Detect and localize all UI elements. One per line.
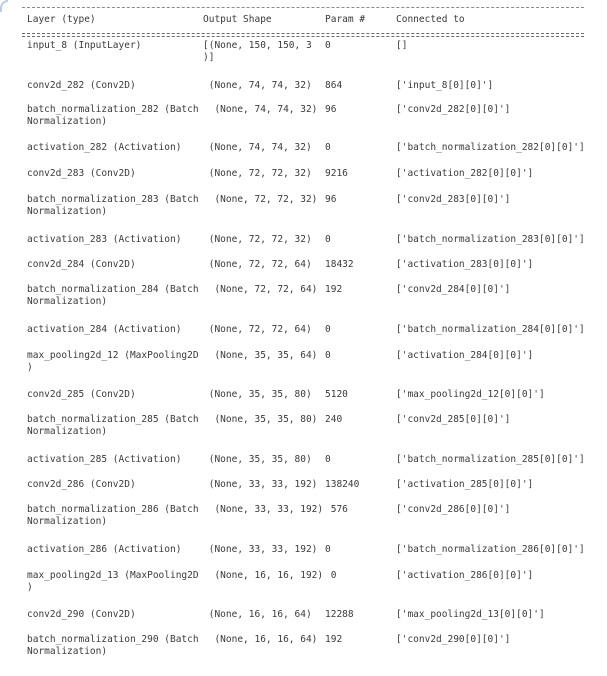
connected-to-cell: ['input_8[0][0]'] [396, 80, 494, 91]
param-count-cell: 0 [325, 454, 331, 465]
param-count-cell: 96 [325, 194, 337, 205]
param-count-cell: 0 [325, 324, 331, 335]
layer-name-cell: max_pooling2d_13 (MaxPooling2D ) [27, 570, 199, 593]
param-count-cell: 18432 [325, 259, 354, 270]
output-shape-cell: (None, 35, 35, 80) [203, 414, 318, 425]
connected-to-cell: ['activation_284[0][0]'] [396, 350, 534, 361]
output-shape-cell: (None, 72, 72, 32) [203, 168, 312, 179]
param-count-cell: 5120 [325, 389, 348, 400]
connected-to-cell: ['batch_normalization_286[0][0]'] [396, 544, 585, 555]
layer-name-cell: activation_284 (Activation) [27, 324, 182, 335]
layer-name-cell: conv2d_282 (Conv2D) [27, 80, 136, 91]
param-count-cell: 0 [325, 234, 331, 245]
window-corner-decoration [0, 0, 8, 12]
layer-name-cell: batch_normalization_284 (Batch Normalization) [27, 284, 199, 307]
connected-to-cell: [] [396, 40, 408, 51]
layer-name-cell: input_8 (InputLayer) [27, 40, 142, 51]
param-count-cell: 240 [325, 414, 343, 425]
connected-to-cell: ['activation_285[0][0]'] [396, 479, 534, 490]
connected-to-cell: ['conv2d_282[0][0]'] [396, 104, 511, 115]
output-shape-cell: (None, 74, 74, 32) [203, 104, 318, 115]
param-count-cell: 0 [325, 142, 331, 153]
layer-name-cell: batch_normalization_282 (Batch Normalization) [27, 104, 199, 127]
header-connected-to: Connected to [396, 14, 465, 25]
output-shape-cell: (None, 72, 72, 32) [203, 234, 312, 245]
connected-to-cell: ['max_pooling2d_13[0][0]'] [396, 609, 545, 620]
layer-name-cell: conv2d_286 (Conv2D) [27, 479, 136, 490]
output-shape-cell: (None, 72, 72, 64) [203, 284, 318, 295]
output-shape-cell: (None, 33, 33, 192) [203, 504, 324, 515]
connected-to-cell: ['conv2d_284[0][0]'] [396, 284, 511, 295]
layer-name-cell: batch_normalization_283 (Batch Normalization) [27, 194, 199, 217]
header-param-count: Param # [325, 14, 366, 25]
connected-to-cell: ['max_pooling2d_12[0][0]'] [396, 389, 545, 400]
output-shape-cell: (None, 16, 16, 64) [203, 609, 312, 620]
param-count-cell: 12288 [325, 609, 354, 620]
header-separator-rule-second [22, 36, 584, 37]
connected-to-cell: ['activation_283[0][0]'] [396, 259, 534, 270]
output-shape-cell: (None, 74, 74, 32) [203, 142, 312, 153]
param-count-cell: 192 [325, 634, 343, 645]
layer-name-cell: max_pooling2d_12 (MaxPooling2D ) [27, 350, 199, 373]
layer-name-cell: conv2d_290 (Conv2D) [27, 609, 136, 620]
output-shape-cell: (None, 35, 35, 80) [203, 454, 312, 465]
param-count-cell: 192 [325, 284, 343, 295]
param-count-cell: 96 [325, 104, 337, 115]
layer-name-cell: activation_285 (Activation) [27, 454, 182, 465]
layer-name-cell: activation_283 (Activation) [27, 234, 182, 245]
connected-to-cell: ['conv2d_290[0][0]'] [396, 634, 511, 645]
param-count-cell: 138240 [325, 479, 360, 490]
output-shape-cell: (None, 35, 35, 64) [203, 350, 318, 361]
param-count-cell: 576 [325, 504, 348, 515]
header-output-shape: Output Shape [203, 14, 272, 25]
output-shape-cell: (None, 74, 74, 32) [203, 80, 312, 91]
layer-name-cell: batch_normalization_290 (Batch Normalization) [27, 634, 199, 657]
output-shape-cell: (None, 33, 33, 192) [203, 479, 318, 490]
param-count-cell: 0 [325, 350, 331, 361]
layer-name-cell: conv2d_285 (Conv2D) [27, 389, 136, 400]
output-shape-cell: (None, 35, 35, 80) [203, 389, 312, 400]
connected-to-cell: ['batch_normalization_285[0][0]'] [396, 454, 585, 465]
connected-to-cell: ['activation_282[0][0]'] [396, 168, 534, 179]
connected-to-cell: ['activation_286[0][0]'] [396, 570, 534, 581]
connected-to-cell: ['conv2d_283[0][0]'] [396, 194, 511, 205]
layer-name-cell: conv2d_283 (Conv2D) [27, 168, 136, 179]
layer-name-cell: batch_normalization_286 (Batch Normalization) [27, 504, 199, 527]
connected-to-cell: ['conv2d_285[0][0]'] [396, 414, 511, 425]
header-separator-rule [22, 33, 584, 34]
layer-name-cell: conv2d_284 (Conv2D) [27, 259, 136, 270]
output-shape-cell: [(None, 150, 150, 3 )] [203, 40, 312, 63]
output-shape-cell: (None, 72, 72, 64) [203, 324, 312, 335]
connected-to-cell: ['batch_normalization_282[0][0]'] [396, 142, 585, 153]
param-count-cell: 0 [325, 40, 331, 51]
connected-to-cell: ['batch_normalization_283[0][0]'] [396, 234, 585, 245]
param-count-cell: 0 [325, 544, 331, 555]
layer-name-cell: batch_normalization_285 (Batch Normalization) [27, 414, 199, 437]
output-shape-cell: (None, 33, 33, 192) [203, 544, 318, 555]
output-shape-cell: (None, 16, 16, 192) [203, 570, 324, 581]
output-shape-cell: (None, 72, 72, 64) [203, 259, 312, 270]
param-count-cell: 0 [325, 570, 337, 581]
layer-name-cell: activation_282 (Activation) [27, 142, 182, 153]
output-shape-cell: (None, 16, 16, 64) [203, 634, 318, 645]
connected-to-cell: ['batch_normalization_284[0][0]'] [396, 324, 585, 335]
output-shape-cell: (None, 72, 72, 32) [203, 194, 318, 205]
header-layer-type: Layer (type) [27, 14, 96, 25]
param-count-cell: 864 [325, 80, 343, 91]
connected-to-cell: ['conv2d_286[0][0]'] [396, 504, 511, 515]
table-top-rule [22, 7, 584, 8]
param-count-cell: 9216 [325, 168, 348, 179]
layer-name-cell: activation_286 (Activation) [27, 544, 182, 555]
